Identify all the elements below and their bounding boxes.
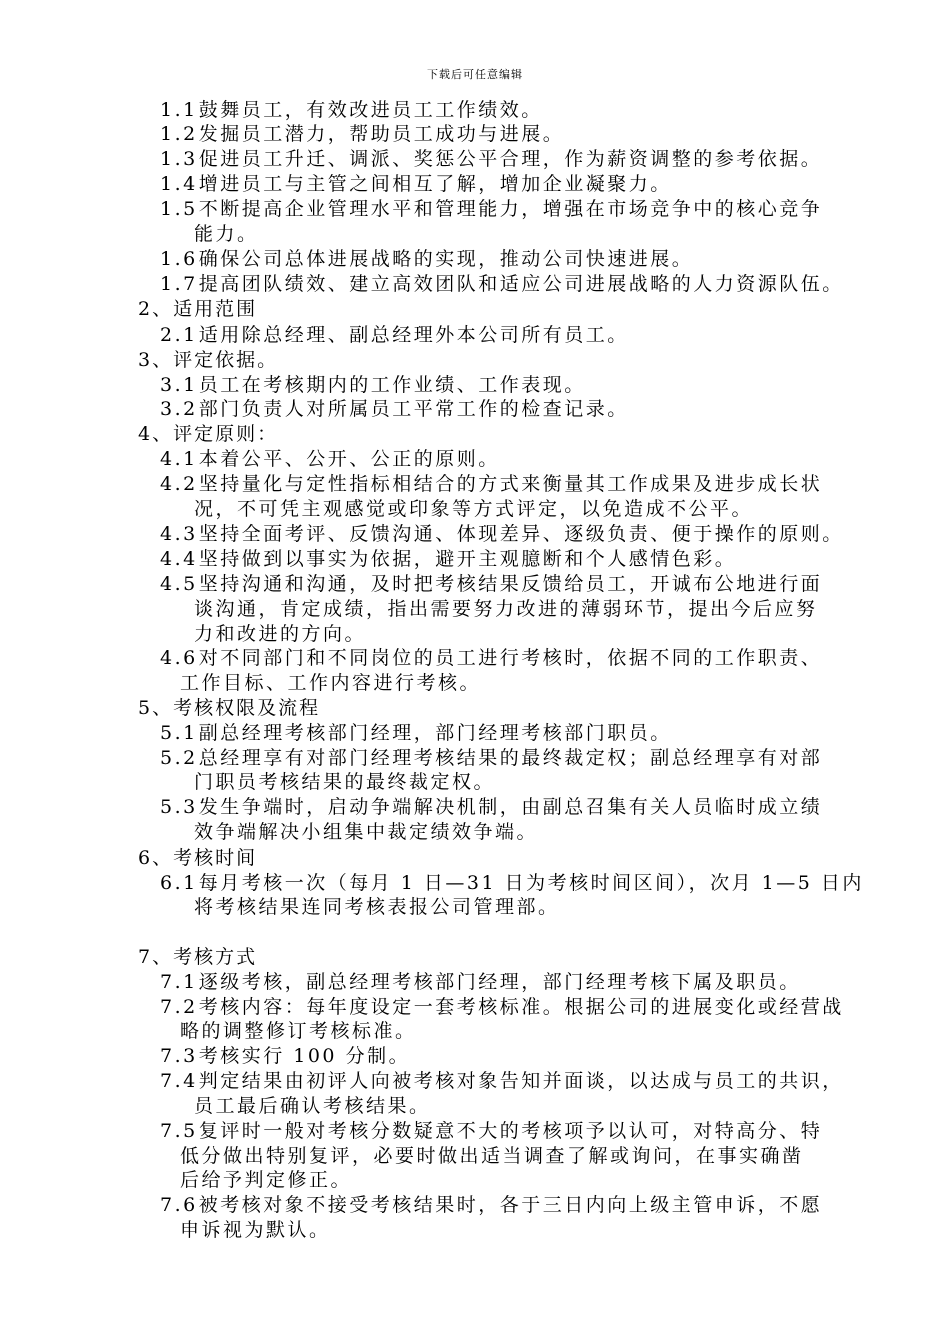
list-item xyxy=(160,472,822,496)
item-number: 2.1 xyxy=(160,324,198,346)
item-number: 4.2 xyxy=(160,473,198,495)
list-item xyxy=(180,671,481,695)
list-item xyxy=(160,122,564,146)
list-item xyxy=(160,272,844,296)
list-item xyxy=(160,995,844,1019)
item-text: 坚持全面考评、反馈沟通、体现差异、逐级负责、便于操作的原则。 xyxy=(198,523,844,545)
item-text: 7、考核方式 xyxy=(138,946,258,968)
list-item xyxy=(194,222,259,246)
list-item xyxy=(160,447,500,471)
section-heading xyxy=(138,945,257,969)
item-text: 部门负责人对所属员工平常工作的检查记录。 xyxy=(198,398,629,420)
item-text: 对不同部门和不同岗位的员工进行考核时，依据不同的工作职责、 xyxy=(198,647,823,669)
list-item xyxy=(180,1168,352,1192)
list-item xyxy=(194,770,495,794)
item-number: 1.5 xyxy=(160,198,198,220)
list-item xyxy=(160,721,672,745)
item-text: 2、适用范围 xyxy=(138,298,258,320)
item-text: 力和改进的方向。 xyxy=(194,623,367,645)
item-number: 7.3 xyxy=(160,1045,198,1067)
item-text: 判定结果由初评人向被考核对象告知并面谈，以达成与员工的共识， xyxy=(198,1070,844,1092)
item-text: 低分做出特别复评，必要时做出适当调查了解或询问，在事实确凿 xyxy=(180,1145,804,1167)
item-number: 3.2 xyxy=(160,398,198,420)
item-text: 门职员考核结果的最终裁定权。 xyxy=(194,771,496,793)
item-text: 能力。 xyxy=(194,223,259,245)
list-item xyxy=(160,98,543,122)
list-item xyxy=(194,1094,431,1118)
list-item xyxy=(160,1069,844,1093)
list-item xyxy=(160,871,864,895)
list-item xyxy=(160,746,822,770)
item-text: 逐级考核，副总经理考核部门经理，部门经理考核下属及职员。 xyxy=(198,971,801,993)
list-item xyxy=(160,970,801,994)
item-text: 增进员工与主管之间相互了解，增加企业凝聚力。 xyxy=(198,173,672,195)
item-number: 1.1 xyxy=(160,99,198,121)
item-number: 7.2 xyxy=(160,996,198,1018)
item-number: 4.6 xyxy=(160,647,198,669)
item-number: 1.6 xyxy=(160,248,198,270)
list-item xyxy=(180,1218,331,1242)
item-number: 4.3 xyxy=(160,523,198,545)
item-number: 1.2 xyxy=(160,123,198,145)
section-heading xyxy=(138,422,278,446)
list-item xyxy=(194,622,366,646)
item-text: 5、考核权限及流程 xyxy=(138,697,321,719)
item-text: 复评时一般对考核分数疑意不大的考核项予以认可，对特高分、特 xyxy=(198,1120,823,1142)
list-item xyxy=(160,547,736,571)
list-item xyxy=(194,497,753,521)
item-text: 效争端解决小组集中裁定绩效争端。 xyxy=(194,821,539,843)
item-text: 4、评定原则： xyxy=(138,423,279,445)
item-number: 7.5 xyxy=(160,1120,198,1142)
item-text: 员工在考核期内的工作业绩、工作表现。 xyxy=(198,374,586,396)
item-text: 考核实行 100 分制。 xyxy=(198,1045,411,1067)
list-item xyxy=(160,646,822,670)
item-number: 1.3 xyxy=(160,148,198,170)
item-text: 后给予判定修正。 xyxy=(180,1169,353,1191)
item-text: 本着公平、公开、公正的原则。 xyxy=(198,448,500,470)
list-item xyxy=(180,1144,804,1168)
list-item xyxy=(160,197,822,221)
page-header: 下载后可任意编辑 xyxy=(427,68,523,81)
list-item xyxy=(160,1193,822,1217)
item-text: 促进员工升迁、调派、奖惩公平合理，作为薪资调整的参考依据。 xyxy=(198,148,823,170)
item-text: 将考核结果连同考核表报公司管理部。 xyxy=(194,896,560,918)
item-number: 4.4 xyxy=(160,548,198,570)
item-text: 坚持沟通和沟通，及时把考核结果反馈给员工，开诚布公地进行面 xyxy=(198,573,823,595)
item-text: 提高团队绩效、建立高效团队和适应公司进展战略的人力资源队伍。 xyxy=(198,273,844,295)
list-item xyxy=(160,572,822,596)
item-text: 申诉视为默认。 xyxy=(180,1219,331,1241)
list-item xyxy=(194,895,560,919)
list-item xyxy=(180,1019,417,1043)
item-text: 坚持做到以事实为依据，避开主观臆断和个人感情色彩。 xyxy=(198,548,737,570)
item-number: 1.4 xyxy=(160,173,198,195)
list-item xyxy=(194,597,818,621)
item-text: 谈沟通，肯定成绩，指出需要努力改进的薄弱环节，提出今后应努 xyxy=(194,598,818,620)
list-item xyxy=(160,373,586,397)
list-item xyxy=(160,522,844,546)
item-text: 发生争端时，启动争端解决机制，由副总召集有关人员临时成立绩 xyxy=(198,796,823,818)
item-number: 5.1 xyxy=(160,722,198,744)
list-item xyxy=(160,397,629,421)
item-number: 4.5 xyxy=(160,573,198,595)
list-item xyxy=(160,1044,410,1068)
item-text: 略的调整修订考核标准。 xyxy=(180,1020,417,1042)
item-number: 6.1 xyxy=(160,872,198,894)
list-item xyxy=(160,172,672,196)
section-heading xyxy=(138,696,320,720)
item-number: 3.1 xyxy=(160,374,198,396)
item-text: 总经理享有对部门经理考核结果的最终裁定权；副总经理享有对部 xyxy=(198,747,823,769)
item-number: 5.2 xyxy=(160,747,198,769)
item-text: 每月考核一次（每月 1 日—31 日为考核时间区间），次月 1—5 日内 xyxy=(198,872,864,894)
item-number: 7.4 xyxy=(160,1070,198,1092)
item-number: 7.1 xyxy=(160,971,198,993)
item-text: 员工最后确认考核结果。 xyxy=(194,1095,431,1117)
item-text: 考核内容：每年度设定一套考核标准。根据公司的进展变化或经营战 xyxy=(198,996,844,1018)
list-item xyxy=(160,247,693,271)
item-text: 被考核对象不接受考核结果时，各于三日内向上级主管申诉，不愿 xyxy=(198,1194,823,1216)
item-text: 3、评定依据。 xyxy=(138,349,279,371)
section-heading xyxy=(138,846,257,870)
section-heading xyxy=(138,348,278,372)
item-number: 4.1 xyxy=(160,448,198,470)
list-item xyxy=(160,323,629,347)
list-item xyxy=(194,820,538,844)
item-number: 7.6 xyxy=(160,1194,198,1216)
item-text: 副总经理考核部门经理，部门经理考核部门职员。 xyxy=(198,722,672,744)
section-heading xyxy=(138,297,257,321)
item-text: 发掘员工潜力，帮助员工成功与进展。 xyxy=(198,123,565,145)
item-number: 1.7 xyxy=(160,273,198,295)
item-text: 6、考核时间 xyxy=(138,847,258,869)
item-text: 确保公司总体进展战略的实现，推动公司快速进展。 xyxy=(198,248,694,270)
list-item xyxy=(160,1119,822,1143)
item-text: 不断提高企业管理水平和管理能力，增强在市场竞争中的核心竞争 xyxy=(198,198,823,220)
item-text: 适用除总经理、副总经理外本公司所有员工。 xyxy=(198,324,629,346)
list-item xyxy=(160,147,822,171)
item-number: 5.3 xyxy=(160,796,198,818)
item-text: 鼓舞员工，有效改进员工工作绩效。 xyxy=(198,99,543,121)
item-text: 工作目标、工作内容进行考核。 xyxy=(180,672,482,694)
list-item xyxy=(160,795,822,819)
item-text: 坚持量化与定性指标相结合的方式来衡量其工作成果及进步成长状 xyxy=(198,473,823,495)
item-text: 况，不可凭主观感觉或印象等方式评定，以免造成不公平。 xyxy=(194,498,754,520)
